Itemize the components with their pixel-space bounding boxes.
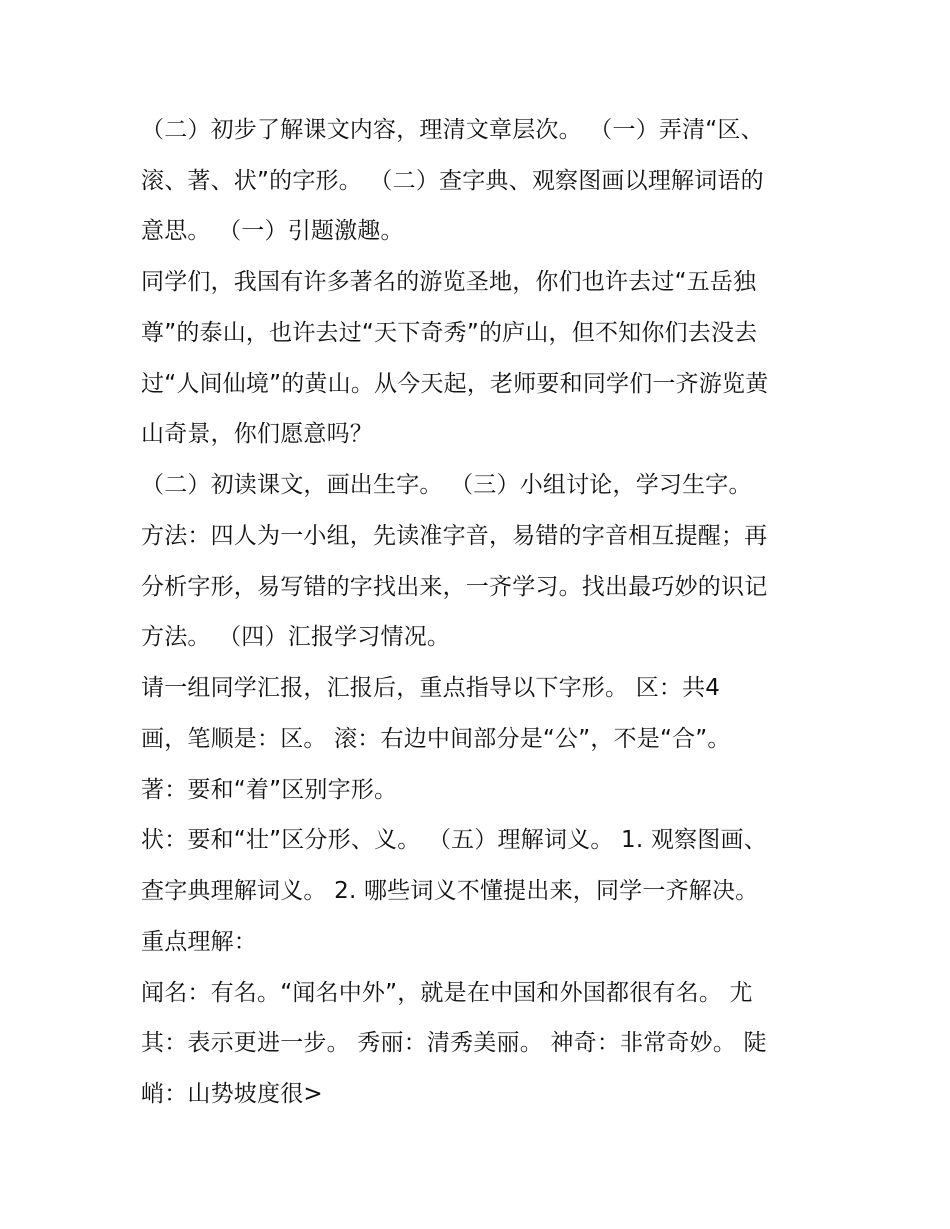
text-line: 尊”的泰山，也许去过“天下奇秀”的庐山，但不知你们去没去 <box>141 320 758 346</box>
text-line: 状：要和“壮”区分形、义。 （五）理解词义。 1. 观察图画、 <box>141 827 767 853</box>
text-line: 其：表示更进一步。 秀丽：清秀美丽。 神奇：非常奇妙。 陡 <box>141 1030 767 1056</box>
text-line: 查字典理解词义。 2. 哪些词义不懂提出来，同学一齐解决。 <box>141 878 759 904</box>
text-line: （二）初步了解课文内容，理清文章层次。 （一）弄清“区、 <box>141 117 764 143</box>
text-line: （二）初读课文，画出生字。 （三）小组讨论，学习生字。 <box>141 472 752 498</box>
text-line: 过“人间仙境”的黄山。从今天起，老师要和同学们一齐游览黄 <box>141 371 769 397</box>
text-line: 重点理解： <box>141 929 257 955</box>
text-line: 意思。 （一）引题激趣。 <box>141 218 404 244</box>
text-line: 分析字形，易写错的字找出来，一齐学习。找出最巧妙的识记 <box>141 574 768 600</box>
text-line: 山奇景，你们愿意吗？ <box>141 421 373 447</box>
text-line: 滚、著、状”的字形。 （二）查字典、观察图画以理解词语的 <box>141 168 764 194</box>
text-line: 著：要和“着”区别字形。 <box>141 777 398 803</box>
text-line: 画，笔顺是：区。 滚：右边中间部分是“公”，不是“合”。 <box>141 726 731 752</box>
text-line: 同学们，我国有许多著名的游览圣地，你们也许去过“五岳独 <box>141 269 757 295</box>
text-line: 方法。 （四）汇报学习情况。 <box>141 624 451 650</box>
text-line: 请一组同学汇报，汇报后，重点指导以下字形。 区：共4 <box>141 675 721 701</box>
text-line: 方法：四人为一小组，先读准字音，易错的字音相互提醒；再 <box>141 523 768 549</box>
text-line: 闻名：有名。“闻名中外”，就是在中国和外国都很有名。 尤 <box>141 980 753 1006</box>
text-line: 峭：山势坡度很> <box>141 1081 323 1107</box>
